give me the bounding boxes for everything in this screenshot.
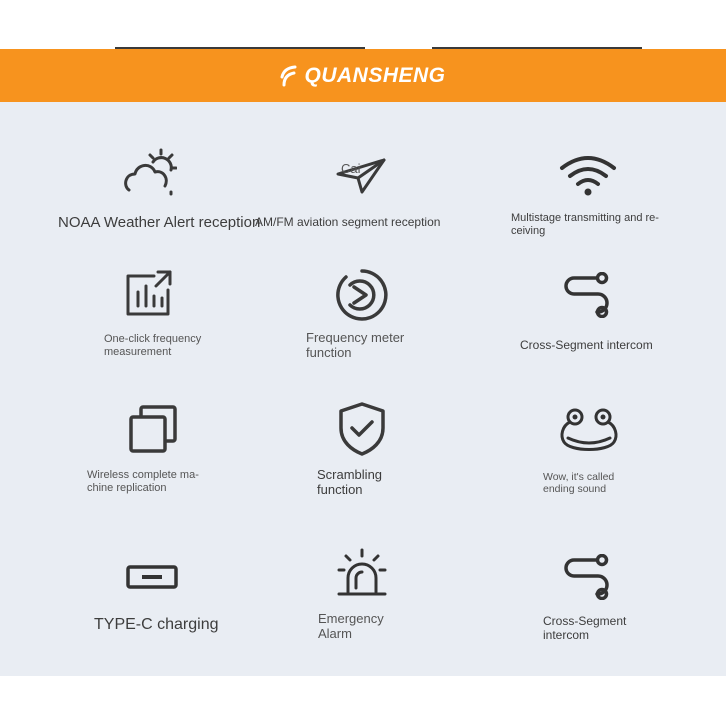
feature-label-ending-sound: [543, 471, 614, 495]
usb-type-c-icon: [126, 563, 178, 591]
brand-header: [0, 49, 726, 102]
features-panel: [0, 102, 726, 676]
feature-label-emergency-line2: Alarm: [318, 625, 352, 641]
signal-waves-icon: [280, 65, 300, 87]
feature-label-one-click-line1: One-click frequency: [104, 333, 202, 345]
feature-label-replication-line2: chine replication: [87, 481, 167, 494]
feature-label-replication-line1: Wireless complete ma-: [87, 469, 199, 481]
feature-label-type-c: TYPE-C charging: [94, 616, 219, 633]
alarm-siren-icon: [336, 548, 388, 598]
bottom-margin: [0, 676, 726, 726]
feature-label-aviation: AM/FM aviation segment reception: [255, 215, 441, 229]
paper-plane-icon: [336, 158, 388, 194]
feature-label-ending-sound-line2: ending sound: [543, 483, 607, 496]
wifi-icon: [559, 154, 617, 196]
feature-label-multistage-line2: ceiving: [511, 224, 546, 237]
feature-label-cross-segment: Cross-Segment intercom: [520, 338, 653, 352]
frequency-dial-icon: [336, 269, 388, 321]
shield-check-icon: [338, 402, 386, 456]
brand-logo: [280, 64, 445, 88]
feature-label-scrambling-line1: Scrambling: [317, 467, 383, 482]
feature-label-noaa: NOAA Weather Alert reception: [58, 214, 261, 231]
chart-export-icon: [124, 268, 174, 318]
plane-icon-text: Cai: [341, 161, 361, 176]
feature-label-multistage-line1: Multistage transmitting and re-: [511, 212, 659, 224]
feature-label-scrambling-line2: function: [317, 481, 363, 497]
feature-label-one-click-line2: measurement: [104, 345, 172, 358]
feature-label-cross-segment-2: [543, 615, 626, 643]
feature-label-frequency-meter-line1: Frequency meter: [306, 330, 405, 345]
frog-face-icon: [558, 408, 620, 456]
feature-label-emergency-line1: Emergency: [318, 611, 384, 626]
feature-label-frequency-meter-line2: function: [306, 344, 352, 360]
feature-label-ending-sound-line1: Wow, it's called: [543, 471, 615, 483]
brand-name: QUANSHENG: [304, 63, 446, 87]
feature-label-multistage: [511, 212, 659, 237]
weather-cloud-sun-icon: [123, 148, 177, 196]
feature-label-replication: [87, 469, 199, 494]
feature-label-one-click: [104, 333, 201, 358]
feature-label-cross-segment-2-line1: Cross-Segment: [543, 614, 627, 628]
top-margin: [0, 0, 726, 48]
copy-squares-icon: [129, 405, 179, 455]
feature-label-emergency: [318, 612, 384, 642]
route-path-icon-2: [562, 554, 612, 600]
feature-label-frequency-meter: [306, 331, 404, 361]
feature-label-scrambling: [317, 468, 382, 498]
feature-label-cross-segment-2-line2: intercom: [543, 627, 590, 642]
route-path-icon: [562, 272, 612, 318]
